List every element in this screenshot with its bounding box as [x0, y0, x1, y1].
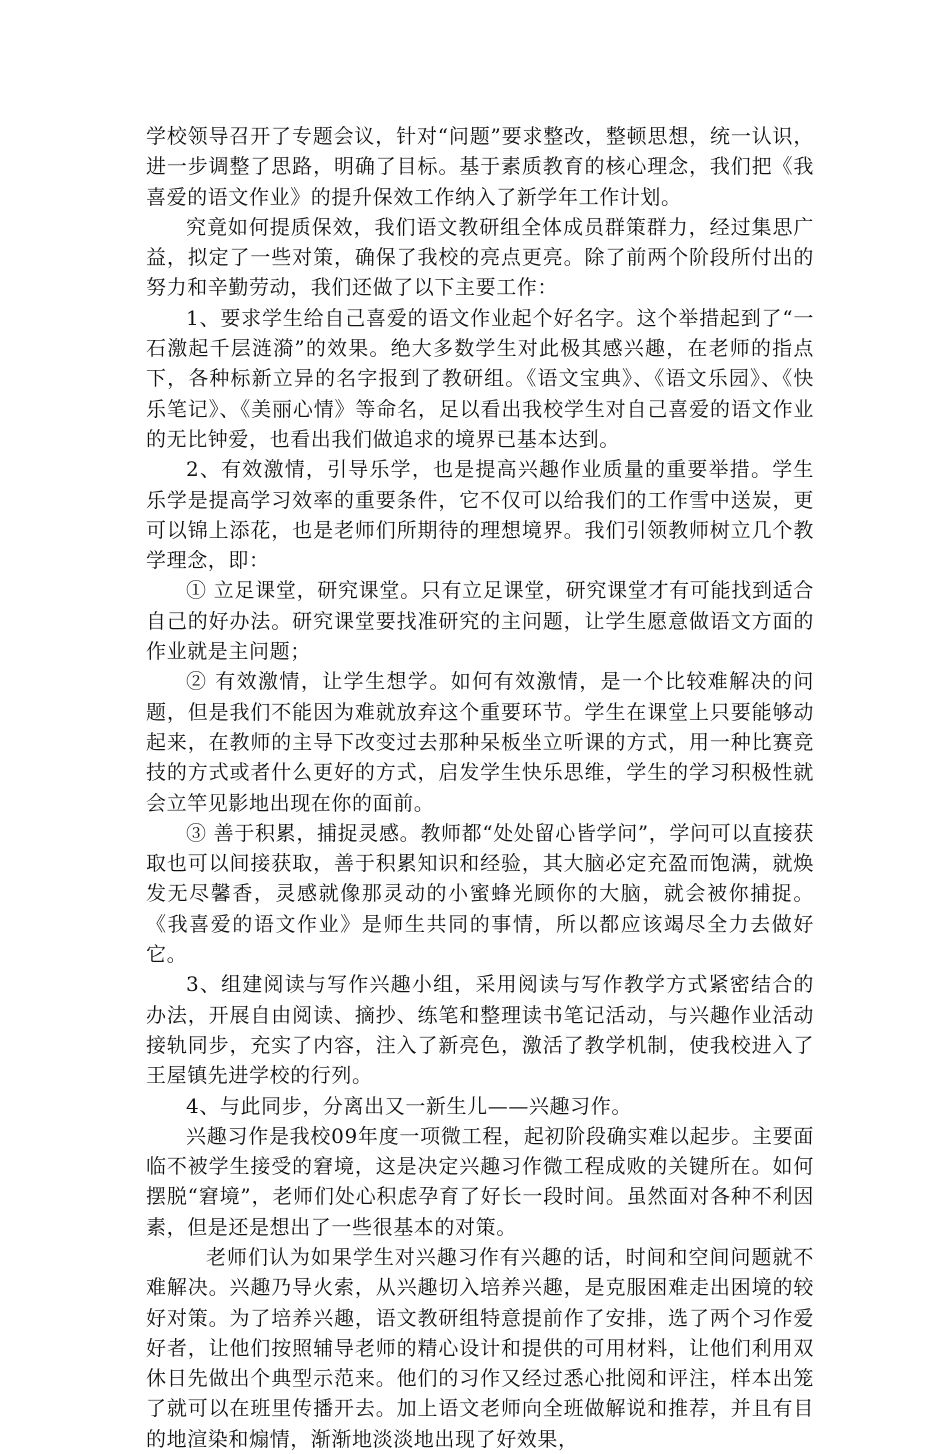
document-body	[146, 121, 814, 1454]
paragraph: 1、要求学生给自己喜爱的语文作业起个好名字。这个举措起到了“一石激起千层涟漪”的效果。绝大多数学生对此极其感兴趣，在老师的指点下，各种标新立异的名字报到了教研组。《语文宝典》、《语文乐园》、《快乐笔记》、《美丽心情》等命名，足以看出我校学生对自己喜爱的语文作业的无比钟爱，也看出我们做追求的境界已基本达到。	[146, 305, 814, 451]
paragraph: 学校领导召开了专题会议，针对“问题”要求整改，整顿思想，统一认识，进一步调整了思路，明确了目标。基于素质教育的核心理念，我们把《我喜爱的语文作业》的提升保效工作纳入了新学年工作计划。	[146, 124, 814, 209]
paragraph: 老师们认为如果学生对兴趣习作有兴趣的话，时间和空间问题就不难解决。兴趣乃导火索，从兴趣切入培养兴趣，是克服困难走出困境的较好对策。为了培养兴趣，语文教研组特意提前作了安排，选了两个习作爱好者，让他们按照辅导老师的精心设计和提供的可用材料，让他们利用双休日先做出个典型示范来。他们的习作又经过悉心批阅和评注，样本出笼了就可以在班里传播开去。加上语文老师向全班做解说和推荐，并且有目的地渲染和煽情，渐渐地淡淡地出现了好效果，	[146, 1244, 814, 1451]
paragraph: 3、组建阅读与写作兴趣小组，采用阅读与写作教学方式紧密结合的办法，开展自由阅读、摘抄、练笔和整理读书笔记活动，与兴趣作业活动接轨同步，充实了内容，注入了新亮色，激活了教学机制，使我校进入了王屋镇先进学校的行列。	[146, 972, 814, 1088]
paragraph: 究竟如何提质保效，我们语文教研组全体成员群策群力，经过集思广益，拟定了一些对策，确保了我校的亮点更亮。除了前两个阶段所付出的努力和辛勤劳动，我们还做了以下主要工作：	[146, 214, 814, 300]
paragraph: 2、有效激情，引导乐学，也是提高兴趣作业质量的重要举措。学生乐学是提高学习效率的重要条件，它不仅可以给我们的工作雪中送炭，更可以锦上添花，也是老师们所期待的理想境界。我们引领教师树立几个教学理念，即：	[146, 457, 814, 573]
paragraph: 4、与此同步，分离出又一新生儿——兴趣习作。	[186, 1093, 632, 1118]
paragraph: ① 立足课堂，研究课堂。只有立足课堂，研究课堂才有可能找到适合自己的好办法。研究课堂要找准研究的主问题，让学生愿意做语文方面的作业就是主问题；	[146, 578, 814, 664]
paragraph: ② 有效激情，让学生想学。如何有效激情，是一个比较难解决的问题，但是我们不能因为难就放弃这个重要环节。学生在课堂上只要能够动起来，在教师的主导下改变过去那种呆板坐立听课的方式，用一种比赛竞技的方式或者什么更好的方式，启发学生快乐思维，学生的学习积极性就会立竿见影地出现在你的面前。	[146, 669, 814, 815]
paragraph: ③ 善于积累，捕捉灵感。教师都“处处留心皆学问”，学问可以直接获取也可以间接获取，善于积累知识和经验，其大脑必定充盈而饱满，就焕发无尽馨香，灵感就像那灵动的小蜜蜂光顾你的大脑，就会被你捕捉。《我喜爱的语文作业》是师生共同的事情，所以都应该竭尽全力去做好它。	[146, 820, 814, 967]
paragraph: 兴趣习作是我校09年度一项微工程，起初阶段确实难以起步。主要面临不被学生接受的窘境，这是决定兴趣习作微工程成败的关键所在。如何摆脱“窘境”，老师们处心积虑孕育了好长一段时间。虽然面对各种不利因素，但是还是想出了一些很基本的对策。	[146, 1123, 814, 1239]
